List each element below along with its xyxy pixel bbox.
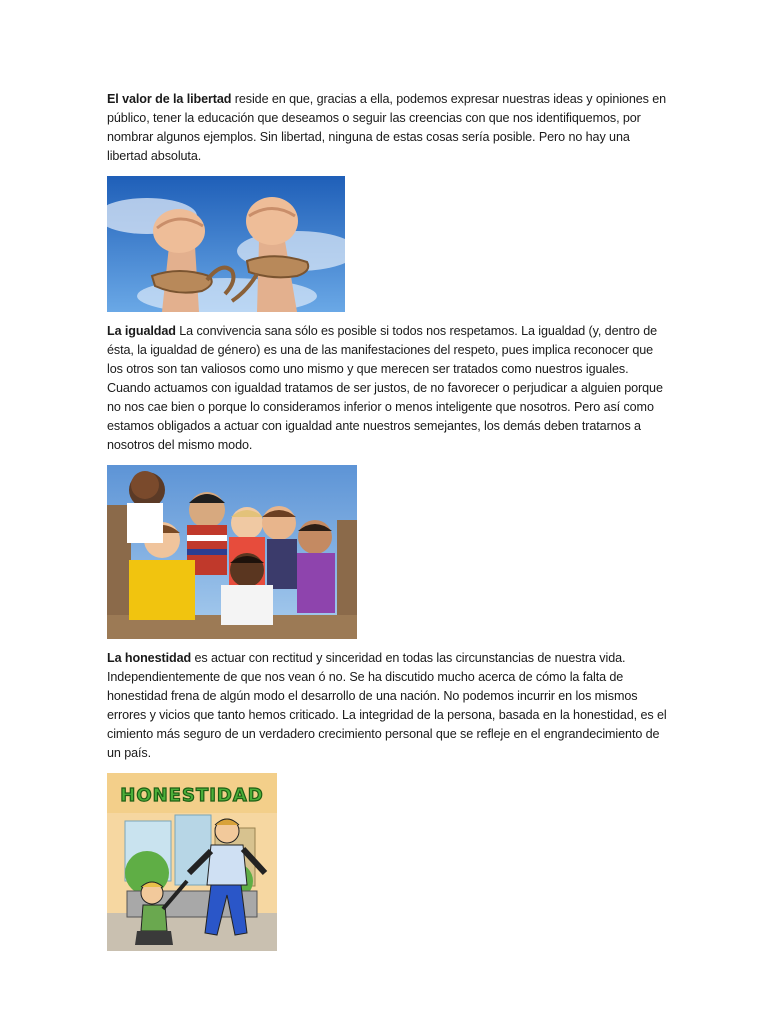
heading-honestidad: La honestidad — [107, 651, 192, 665]
image-honestidad-cartoon — [107, 773, 277, 951]
text-igualdad: La convivencia sana sólo es posible si todos nos respetamos. La igualdad (y, dentro de ésta, la igualdad de género) es una de las manifestaciones del respeto, pues implica reconocer que los otros son tan valiosos como uno mismo y que merecen ser tratados como nuestros iguales. Cuando actuamos con igualdad tratamos de ser justos, de no favorecer o perjudicar a alguien porque no nos cae bien o porque lo consideramos inferior o menos inteligente que nosotros. Pero así como estamos obligados a actuar con igualdad ante nuestros semejantes, los demás deben tratarnos a nosotros del mismo modo. — [107, 324, 663, 452]
image-group-of-children — [107, 465, 357, 639]
paragraph-igualdad — [107, 322, 667, 455]
heading-libertad: El valor de la libertad — [107, 92, 232, 106]
text-honestidad: es actuar con rectitud y sinceridad en todas las circunstancias de nuestra vida. Independientemente de que nos vean ó no. Se ha discutido mucho acerca de cómo la falta de honestidad frena de algún modo el desarrollo de una nación. No podemos incurrir en los mismos errores y vicios que tanto hemos criticado. La integridad de la persona, basada en la honestidad, es el cimiento más seguro de un verdadero crecimiento personal que se refleje en el engrandecimiento de un país. — [107, 651, 667, 760]
text-libertad: reside en que, gracias a ella, podemos expresar nuestras ideas y opiniones en público, tener la educación que deseamos o seguir las creencias con que nos identifiquemos, por nombrar algunos ejemplos. Sin libertad, ninguna de estas cosas sería posible. Pero no hay una libertad absoluta. — [107, 92, 667, 163]
document-page — [107, 90, 667, 951]
heading-igualdad: La igualdad — [107, 324, 176, 338]
paragraph-libertad — [107, 90, 667, 166]
cartoon-title: HONESTIDAD — [120, 785, 264, 806]
paragraph-honestidad — [107, 649, 667, 763]
image-raised-fists-with-rope — [107, 176, 345, 312]
